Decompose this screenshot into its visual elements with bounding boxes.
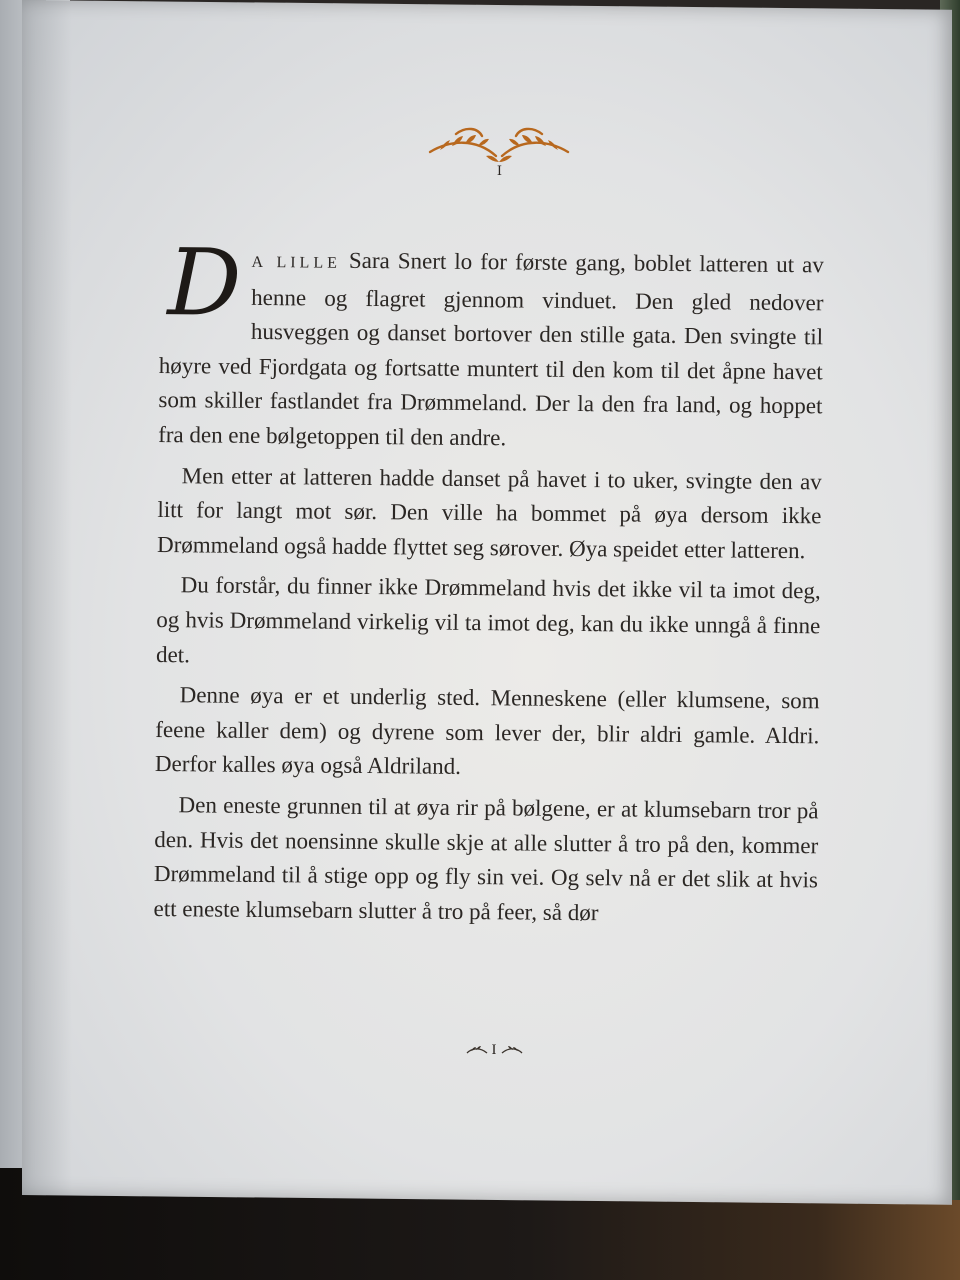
paragraph: Den eneste grunnen til at øya rir på bølgene, er at klumsebarn tror på den. Hvis det noensinne skulle skje at alle slutter å tro på den, kommer Drømmeland til å stige opp og fly sin vei. Og selv nå er det slik at hvis ett eneste klumsebarn slutter å tro på feer, så dør bbox=[153, 792, 819, 925]
chapter-number: I bbox=[496, 164, 504, 179]
page-gutter-shadow bbox=[22, 0, 72, 1195]
chapter-text bbox=[153, 229, 824, 939]
drop-cap: D bbox=[167, 229, 242, 337]
paragraph-text: Sara Snert lo for første gang, boblet latteren ut av henne og flagret gjennom vinduet. Den gled nedover husveggen og danset bortover den stille gata. Den svingte til høyre ved Fjordgata og fortsatte muntert til den kom til det åpne havet som skiller fastlandet fra Drømmeland. Der la den fra land, og hoppet fra den ene bølgetoppen til den andre. bbox=[158, 247, 824, 451]
leaf-flourish-icon bbox=[426, 122, 572, 168]
paragraph: Du forstår, du finner ikke Drømmeland hvis det ikke vil ta imot deg, og hvis Drømmeland virkelig vil ta imot deg, kan du ikke unngå å finne det. bbox=[155, 572, 821, 667]
paragraph: Denne øya er et underlig sted. Menneskene (eller klumsene, som feene kaller dem) og dyrene som lever der, blir aldri gamle. Aldri. Derfor kalles øya også Aldriland. bbox=[154, 682, 820, 780]
page-folio bbox=[458, 1040, 530, 1060]
paragraph bbox=[158, 229, 824, 459]
opening-small-caps: A LILLE bbox=[251, 253, 341, 272]
page-number: I bbox=[491, 1041, 497, 1058]
small-leaf-icon bbox=[466, 1045, 488, 1055]
small-leaf-icon bbox=[501, 1045, 523, 1055]
paragraph: Men etter at latteren hadde danset på havet i to uker, svingte den av litt for langt mot sør. Den ville ha bommet på øya dersom ikke Drømmeland også hadde flyttet seg sørover. Øya speidet etter latteren. bbox=[156, 462, 822, 563]
